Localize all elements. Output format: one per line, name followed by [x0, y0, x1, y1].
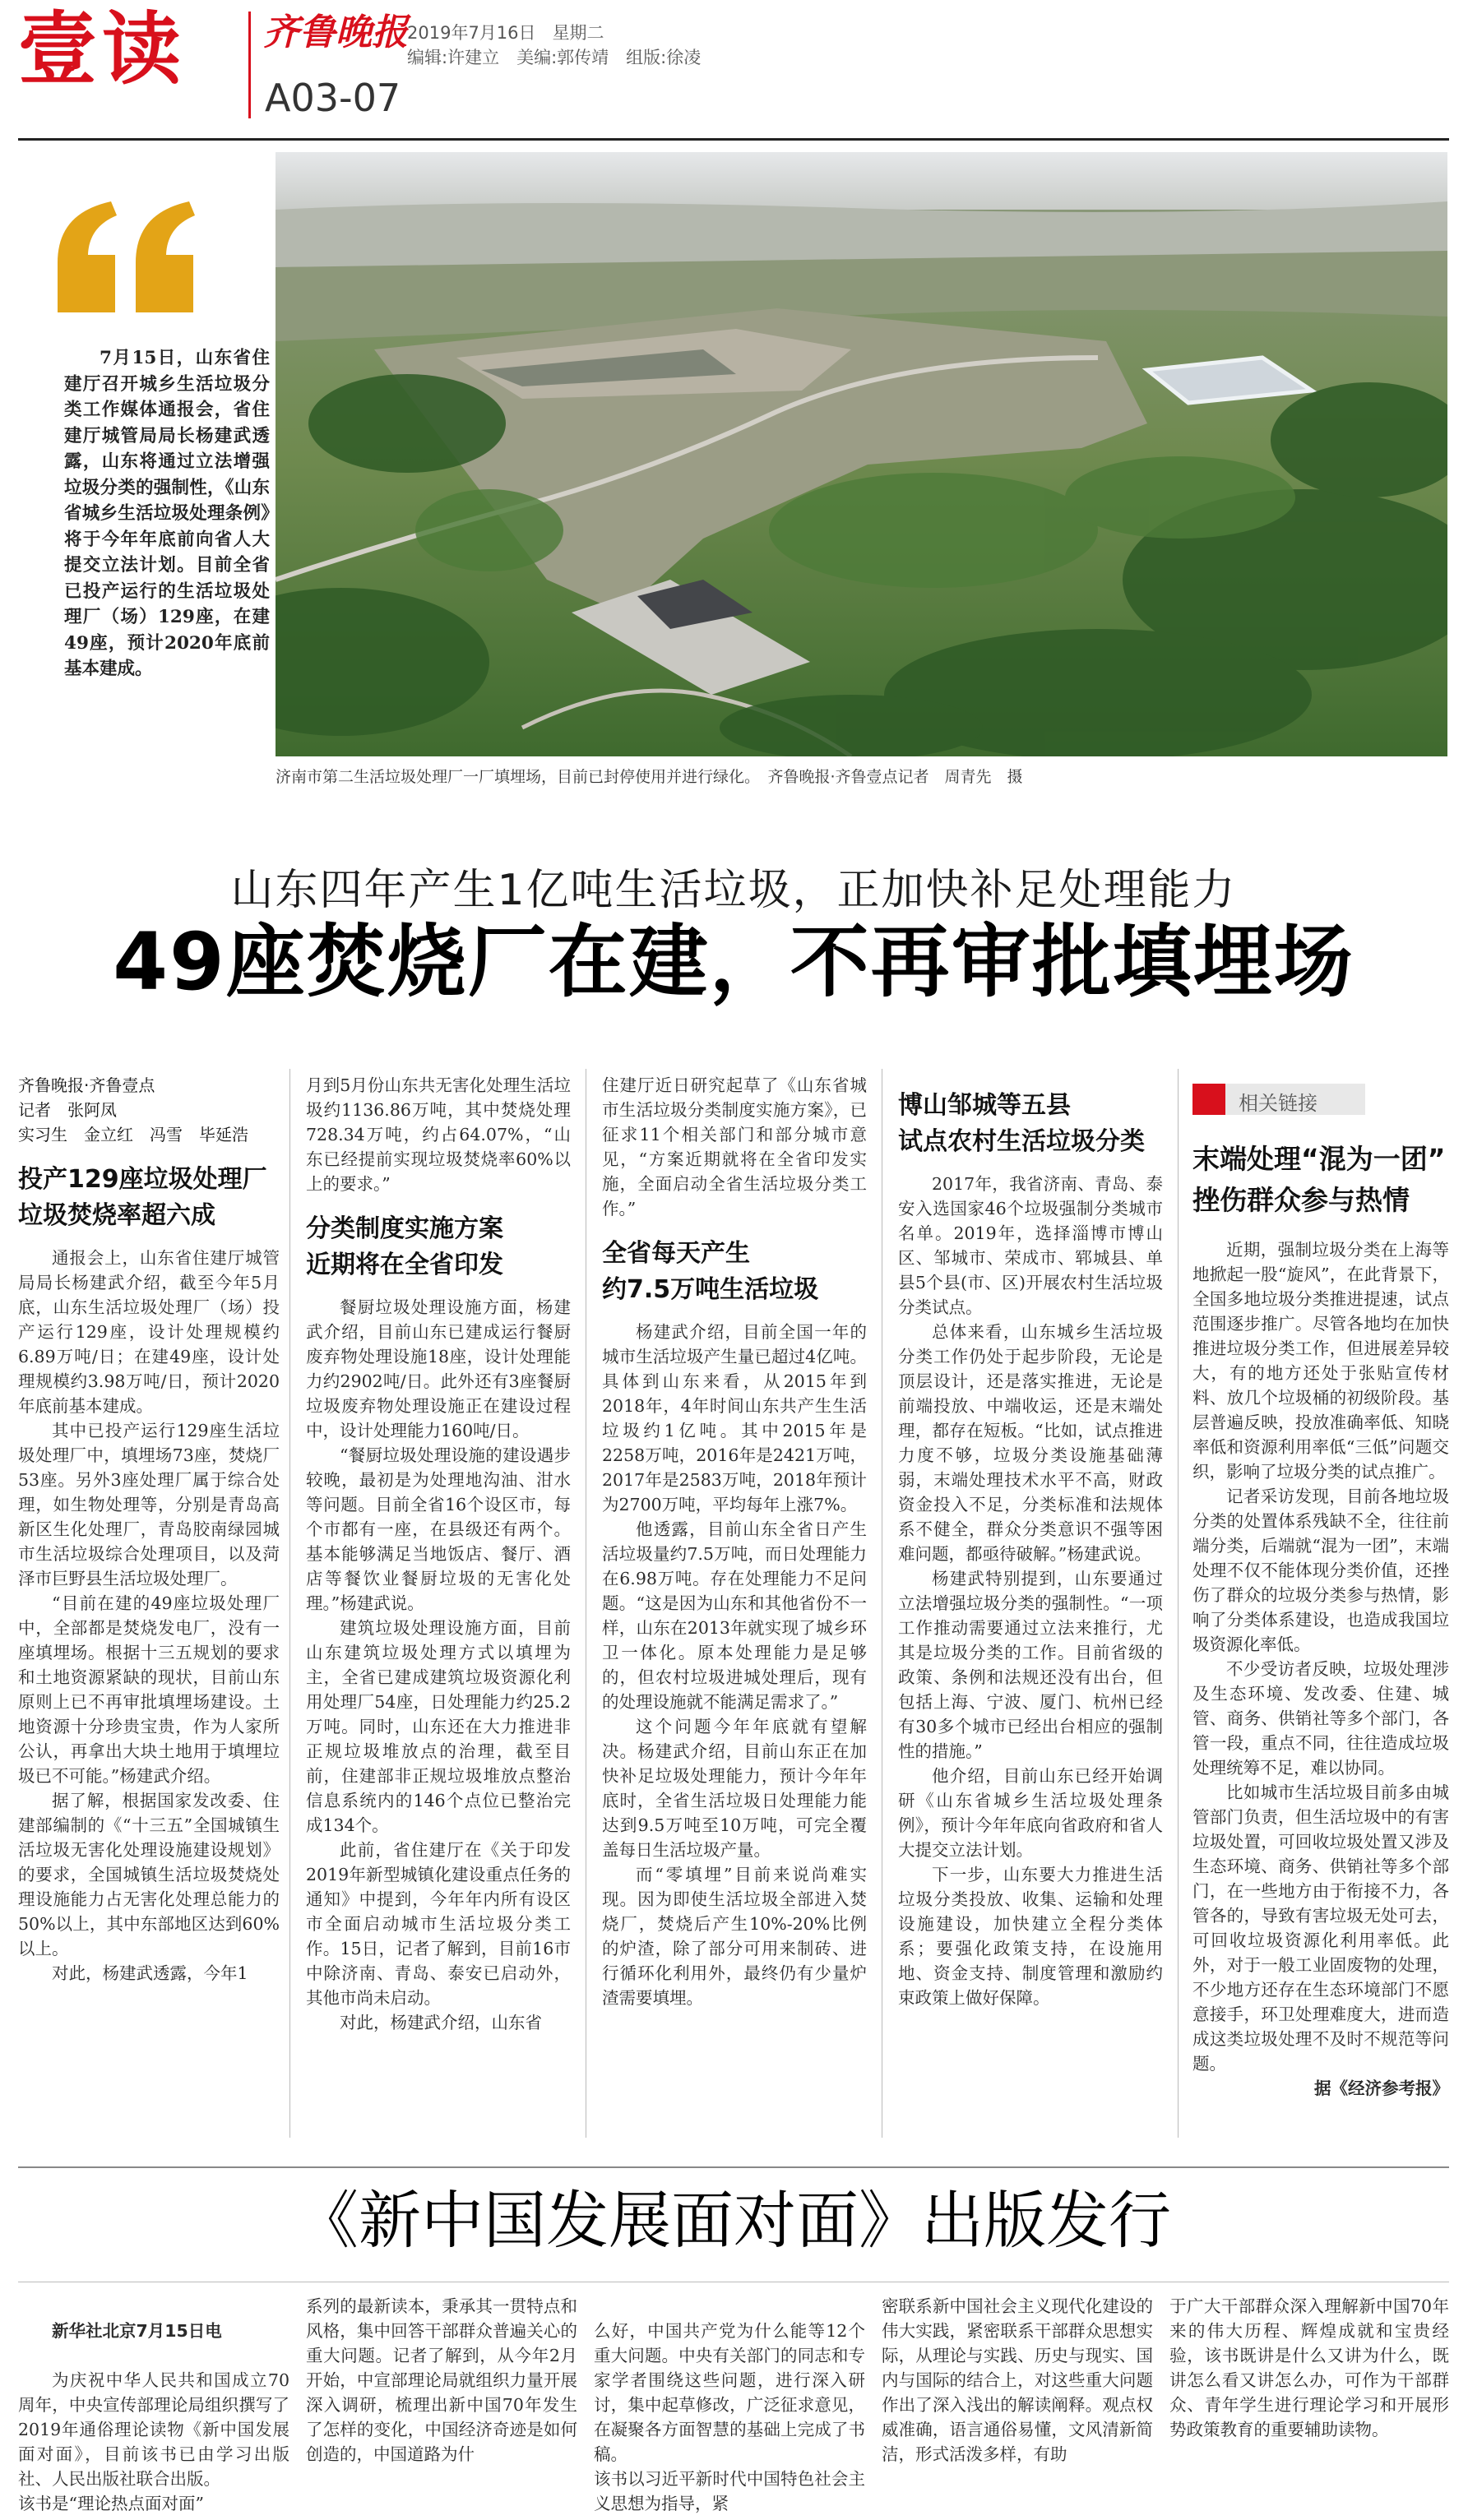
paragraph: 他介绍，目前山东已经开始调研《山东省城乡生活垃圾处理条例》，预计今年年底向省政府和省人大提交立法计划。 — [898, 1766, 1163, 1860]
paragraph: 而“零填埋”目前来说尚难实现。因为即使生活垃圾全部进入焚烧厂，焚烧后产生10%-20%比例的炉渣，除了部分可用来制砖、进行循环化利用外，最终仍有少量炉渣需要填埋。 — [602, 1865, 867, 2008]
related-link-tag: 相关链接 — [1192, 1084, 1365, 1115]
story-separator — [18, 2166, 1449, 2168]
story2-column-1 — [18, 2294, 289, 2520]
photo-caption: 济南市第二生活垃圾处理厂一厂填埋场，目前已封停使用并进行绿化。 齐鲁晚报·齐鲁壹点记者 周青先 摄 — [276, 768, 1023, 786]
paragraph: 记者采访发现，目前各地垃圾分类的处置体系残缺不全，往往前端分类，后端就“混为一团”，末端处理不仅不能体现分类价值，还挫伤了群众的垃圾分类参与热情，影响了分类体系建设，也造成我国垃圾资源化率低。 — [1192, 1487, 1449, 1654]
article-column-4 — [898, 1073, 1163, 2010]
article-reporter: 记者 张阿凤 — [18, 1100, 117, 1120]
section-heading: 博山邹城等五县 试点农村生活垃圾分类 — [898, 1091, 1145, 1156]
paragraph: 近期，强制垃圾分类在上海等地掀起一股“旋风”，在此背景下，全国多地垃圾分类推进提速，试点范围逐步推广。尽管各地均在加快推进垃圾分类工作，但进展差异较大，有的地方还处于张贴宣传材料、放几个垃圾桶的初级阶段。基层普遍反映，投放准确率低、知晓率低和资源利用率低“三低”问题交织，影响了垃圾分类的试点推广。 — [1192, 1240, 1449, 1482]
paragraph: 比如城市生活垃圾目前多由城管部门负责，但生活垃圾中的有害垃圾处置，可回收垃圾处置又涉及生态环境、商务、供销社等多个部门，在一些地方由于衔接不力，各管各的，导致有害垃圾无处可去，可回收垃圾资源化利用率低。此外，对于一般工业固废物的处理，不少地方还存在生态环境部门不愿意接手，环卫处理难度大，进而造成这类垃圾处理不及时不规范等问题。 — [1192, 1782, 1449, 2074]
paragraph: 杨建武特别提到，山东要通过立法增强垃圾分类的强制性。“一项工作推动需要通过立法来推行，尤其是垃圾分类的工作。目前省级的政策、条例和法规还没有出台，但包括上海、宁波、厦门、杭州已经有30多个城市已经出台相应的强制性的措施。” — [898, 1569, 1163, 1761]
paragraph: 对此，杨建武透露，今年1 — [52, 1963, 248, 1983]
sidebar-title: 末端处理“混为一团” 挫伤群众参与热情 — [1192, 1143, 1446, 1216]
sidebar-body — [1192, 1237, 1449, 2101]
sidebar-source: 据《经济参考报》 — [1314, 2078, 1449, 2098]
paragraph: 杨建武介绍，目前全国一年的城市生活垃圾产生量已超过4亿吨。具体到山东来看，从2015年到2018年，4年时间山东共产生生活垃圾约1亿吨。其中2015年是2258万吨，2016年是2421万吨，2017年是2583万吨，2018年预计为2700万吨，平均每年上涨7%。 — [602, 1322, 867, 1514]
quote-mark-icon — [49, 197, 206, 321]
staff-line: 编辑:许建立 美编:郭传靖 组版:徐凌 — [407, 48, 702, 67]
article-source: 齐鲁晚报·齐鲁壹点 — [18, 1075, 155, 1095]
paragraph: 为庆祝中华人民共和国成立70周年，中央宣传部理论局组织撰写了2019年通俗理论读物《新中国发展面对面》，目前该书已由学习出版社、人民出版社联合出版。 该书是“理论热点面对面” — [18, 2370, 289, 2513]
column-divider — [289, 1069, 290, 2138]
main-headline: 49座焚烧厂在建，不再审批填埋场 — [113, 916, 1355, 1008]
story2-column-3 — [594, 2294, 865, 2520]
section-name: 壹读 — [18, 3, 186, 95]
paragraph: 通报会上，山东省住建厅城管局局长杨建武介绍，截至今年5月底，山东生活垃圾处理厂（场）投产运行129座，设计处理规模约6.89万吨/日；在建49座，设计处理规模约3.98万吨/日，预计2020年底前基本建成。 — [18, 1248, 280, 1416]
issue-weekday: 星期二 — [552, 23, 604, 43]
paragraph: 对此，杨建武介绍，山东省 — [340, 2013, 542, 2032]
masthead-divider — [248, 12, 251, 118]
story2-column-4 — [882, 2294, 1153, 2467]
story2-column-2 — [306, 2294, 577, 2467]
issue-date-line — [407, 20, 604, 44]
paragraph: 总体来看，山东城乡生活垃圾分类工作仍处于起步阶段，无论是顶层设计，还是落实推进，无论是前端投放、中端收运，还是末端处理，都存在短板。“比如，试点推进力度不够，垃圾分类设施基础薄弱，末端处理技术水平不高，财政资金投入不足，分类标准和法规体系不健全，群众分类意识不强等困难问题，都亟待破解。”杨建武说。 — [898, 1322, 1163, 1564]
section-heading: 分类制度实施方案 近期将在全省印发 — [306, 1214, 503, 1279]
paragraph: 其中已投产运行129座生活垃圾处理厂中，填埋场73座，焚烧厂53座。另外3座处理厂属于综合处理，如生物处理等，分别是青岛高新区生化处理厂，青岛胶南绿园城市生活垃圾综合处理项目，以及菏泽市巨野县生活垃圾处理厂。 — [18, 1421, 280, 1588]
paragraph: 么好，中国共产党为什么能等12个重大问题。中央有关部门的同志和专家学者围绕这些问题，进行深入研讨，集中起草修改，广泛征求意见，在凝聚各方面智慧的基础上完成了书稿。 该书以习近平新时代中国特色社会主义思想为指导，紧 — [594, 2321, 865, 2513]
article-column-3 — [602, 1073, 867, 2010]
paragraph: 此前，省住建厅在《关于印发2019年新型城镇化建设重点任务的通知》中提到，今年年内所有设区市全面启动城市生活垃圾分类工作。15日，记者了解到，目前16市中除济南、青岛、泰安已启动外，其他市尚未启动。 — [306, 1840, 571, 2008]
landfill-aerial-photo — [276, 152, 1447, 756]
section-heading: 全省每天产生 约7.5万吨生活垃圾 — [602, 1239, 819, 1304]
article-column-2 — [306, 1073, 571, 2035]
paragraph: “目前在建的49座垃圾处理厂中，全部都是焚烧发电厂，没有一座填埋场。根据十三五规划的要求和土地资源紧缺的现状，目前山东原则上已不再审批填埋场建设。土地资源十分珍贵宝贵，作为人家所公认，再拿出大块土地用于填埋垃圾已不可能。”杨建武介绍。 — [18, 1593, 280, 1786]
paragraph: 月到5月份山东共无害化处理生活垃圾约1136.86万吨，其中焚烧处理728.34万吨，约占64.07%，“山东已经提前实现垃圾焚烧率60%以上的要求。” — [306, 1075, 571, 1194]
column-divider — [1178, 1069, 1179, 2138]
paragraph: 不少受访者反映，垃圾处理涉及生态环境、发改委、住建、城管、商务、供销社等多个部门，各管一段，重点不同，往往造成垃圾处理统筹不足，难以协同。 — [1192, 1659, 1449, 1778]
paragraph: 系列的最新读本，秉承其一贯特点和风格，集中回答干部群众普遍关心的重大问题。记者了解到，从今年2月开始，中宣部理论局就组织力量开展深入调研，梳理出新中国70年发生了怎样的变化，中国经济奇迹是如何创造的，中国道路为什 — [306, 2296, 577, 2464]
paragraph: 建筑垃圾处理设施方面，目前山东建筑垃圾处理方式以填埋为主，全省已建成建筑垃圾资源化利用处理厂54座，日处理能力约25.2万吨。同时，山东还在大力推进非正规垃圾堆放点的治理，截至目前，住建部非正规垃圾堆放点整治信息系统内的146个点位已整治完成134个。 — [306, 1618, 571, 1835]
lead-text: 7月15日，山东省住建厅召开城乡生活垃圾分类工作媒体通报会，省住建厅城管局局长杨建武透露，山东将通过立法增强垃圾分类的强制性，《山东省城乡生活垃圾处理条例》将于今年年底前向省人大提交立法计划。目前全省已投产运行的生活垃圾处理厂（场）129座，在建49座，预计2020年底前基本建成。 — [64, 348, 270, 679]
paragraph: 据了解，根据国家发改委、住建部编制的《“十三五”全国城镇生活垃圾无害化处理设施建设规划》的要求，全国城镇生活垃圾焚烧处理设施能力占无害化处理总能力的50%以上，其中东部地区达到60%以上。 — [18, 1791, 280, 1958]
story2-headline: 《新中国发展面对面》出版发行 — [296, 2184, 1171, 2257]
paragraph: 这个问题今年年底就有望解决。杨建武介绍，目前山东正在加快补足垃圾处理能力，预计今年年底时，全省生活垃圾日处理能力能达到9.5万吨至10万吨，可完全覆盖每日生活垃圾产量。 — [602, 1717, 867, 1860]
paragraph: 餐厨垃圾处理设施方面，杨建武介绍，目前山东已建成运行餐厨废弃物处理设施18座，设计处理能力约2902吨/日。此外还有3座餐厨垃圾废弃物处理设施正在建设过程中，设计处理能力160吨/日。 — [306, 1297, 571, 1440]
story2-column-5 — [1169, 2294, 1449, 2442]
story2-dateline: 新华社北京7月15日电 — [52, 2321, 222, 2341]
page-code: A03-07 — [265, 76, 401, 120]
paragraph: 于广大干部群众深入理解新中国70年来的伟大历程、辉煌成就和宝贵经验，该书既讲是什么又讲为什么，既讲怎么看又讲怎么办，可作为干部群众、青年学生进行理论学习和开展形势政策教育的重要辅助读物。 — [1169, 2296, 1449, 2439]
paragraph: 密联系新中国社会主义现代化建设的伟大实践，紧密联系干部群众思想实际，从理论与实践、历史与现实、国内与国际的结合上，对这些重大问题作出了深入浅出的解读阐释。观点权威准确，语言通俗易懂，文风清新简洁，形式活泼多样，有助 — [882, 2296, 1153, 2464]
paragraph: “餐厨垃圾处理设施的建设遇步较晚，最初是为处理地沟油、泔水等问题。目前全省16个设区市，每个市都有一座，在县级还有两个。基本能够满足当地饭店、餐厅、酒店等餐饮业餐厨垃圾的无害化处理。”杨建武说。 — [306, 1445, 571, 1613]
paper-name: 齐鲁晚报 — [263, 12, 408, 53]
lead-paragraph — [64, 345, 270, 682]
paragraph: 住建厅近日研究起草了《山东省城市生活垃圾分类制度实施方案》，已征求11个相关部门和部分城市意见，“方案近期就将在全省印发实施，全面启动全省生活垃圾分类工作。” — [602, 1075, 867, 1218]
subheadline: 山东四年产生1亿吨生活垃圾，正加快补足处理能力 — [230, 866, 1237, 915]
article-column-1 — [18, 1073, 280, 1986]
paragraph: 他透露，目前山东全省日产生活垃圾量约7.5万吨，而日处理能力在6.98万吨。存在处理能力不足问题。“这是因为山东和其他省份不一样，山东在2013年就实现了城乡环卫一体化。原本处理能力是足够的，但农村垃圾进城处理后，现有的处理设施就不能满足需求了。” — [602, 1519, 867, 1712]
paragraph: 2017年，我省济南、青岛、泰安入选国家46个垃圾强制分类城市名单。2019年，选择淄博市博山区、邹城市、荣成市、郓城县、单县5个县(市、区)开展农村生活垃圾分类试点。 — [898, 1174, 1163, 1317]
paragraph: 下一步，山东要大力推进生活垃圾分类投放、收集、运输和处理设施建设，加快建立全程分类体系；要强化政策支持，在设施用地、资金支持、制度管理和激励约束政策上做好保障。 — [898, 1865, 1163, 2008]
section-heading: 投产129座垃圾处理厂 垃圾焚烧率超六成 — [18, 1165, 267, 1230]
masthead-rule — [18, 138, 1449, 141]
issue-date: 2019年7月16日 — [407, 23, 536, 43]
article-interns: 实习生 金立红 冯雪 毕延浩 — [18, 1125, 248, 1144]
